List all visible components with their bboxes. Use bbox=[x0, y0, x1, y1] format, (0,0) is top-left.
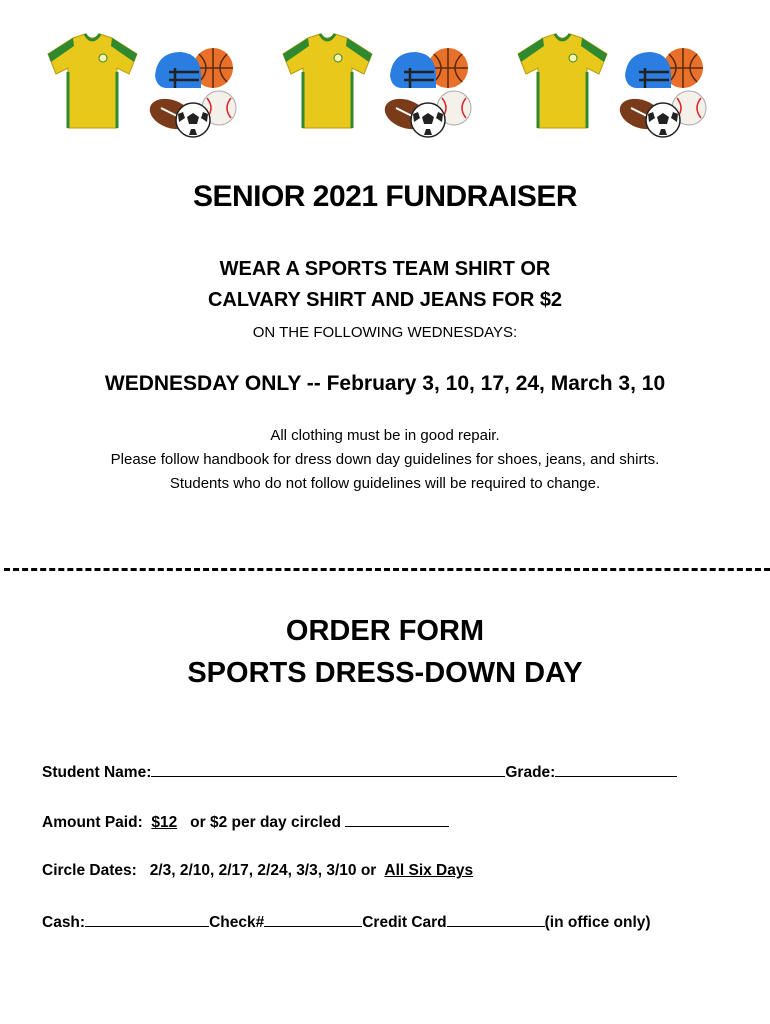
cut-line-divider bbox=[4, 568, 770, 571]
student-name-field[interactable] bbox=[151, 762, 505, 777]
page-title: SENIOR 2021 FUNDRAISER bbox=[192, 180, 578, 213]
office-only-note: (in office only) bbox=[544, 914, 651, 931]
credit-card-label: Credit Card bbox=[362, 914, 447, 931]
offer-line-1: WEAR A SPORTS TEAM SHIRT OR bbox=[219, 258, 551, 280]
check-field[interactable] bbox=[264, 912, 362, 927]
order-form-title-line2: SPORTS DRESS-DOWN DAY bbox=[187, 657, 583, 689]
clip-art-row bbox=[0, 28, 770, 138]
offer-text bbox=[0, 254, 770, 316]
student-name-row bbox=[42, 762, 677, 782]
circle-dates-values: 2/3, 2/10, 2/17, 2/24, 3/3, 3/10 or bbox=[149, 862, 377, 879]
amount-field[interactable] bbox=[345, 812, 449, 827]
clip-art-group bbox=[515, 28, 715, 138]
clip-art-group bbox=[45, 28, 245, 138]
all-six-days-option[interactable]: All Six Days bbox=[384, 862, 474, 879]
guideline-line: All clothing must be in good repair. bbox=[270, 427, 500, 444]
order-form-title-line1: ORDER FORM bbox=[285, 615, 485, 647]
cash-label: Cash: bbox=[42, 914, 86, 931]
guideline-line: Please follow handbook for dress down day guidelines for shoes, jeans, and shirts. bbox=[110, 451, 660, 468]
check-label: Check# bbox=[209, 914, 265, 931]
sports-balls-icon bbox=[615, 46, 710, 138]
sports-balls-icon bbox=[380, 46, 475, 138]
order-form-title bbox=[0, 610, 770, 694]
payment-row bbox=[42, 912, 651, 932]
circle-dates-label: Circle Dates: bbox=[42, 862, 137, 879]
dates-text: WEDNESDAY ONLY -- February 3, 10, 17, 24, March 3, 10 bbox=[104, 372, 666, 395]
guidelines-text bbox=[0, 424, 770, 496]
jersey-icon bbox=[45, 32, 140, 132]
circle-dates-row bbox=[42, 862, 473, 880]
grade-label: Grade: bbox=[505, 764, 556, 781]
amount-paid-row bbox=[42, 812, 449, 832]
cash-field[interactable] bbox=[85, 912, 209, 927]
sports-balls-icon bbox=[145, 46, 240, 138]
following-wednesdays-text: ON THE FOLLOWING WEDNESDAYS: bbox=[252, 324, 518, 341]
amount-or-text: or $2 per day circled bbox=[190, 814, 341, 831]
amount-paid-label: Amount Paid: bbox=[42, 814, 143, 831]
jersey-icon bbox=[515, 32, 610, 132]
offer-line-2: CALVARY SHIRT AND JEANS FOR $2 bbox=[207, 289, 563, 311]
amount-value: $12 bbox=[151, 814, 178, 831]
student-name-label: Student Name: bbox=[42, 764, 152, 781]
grade-field[interactable] bbox=[555, 762, 677, 777]
credit-card-field[interactable] bbox=[447, 912, 545, 927]
guideline-line: Students who do not follow guidelines will be required to change. bbox=[169, 475, 601, 492]
clip-art-group bbox=[280, 28, 480, 138]
jersey-icon bbox=[280, 32, 375, 132]
